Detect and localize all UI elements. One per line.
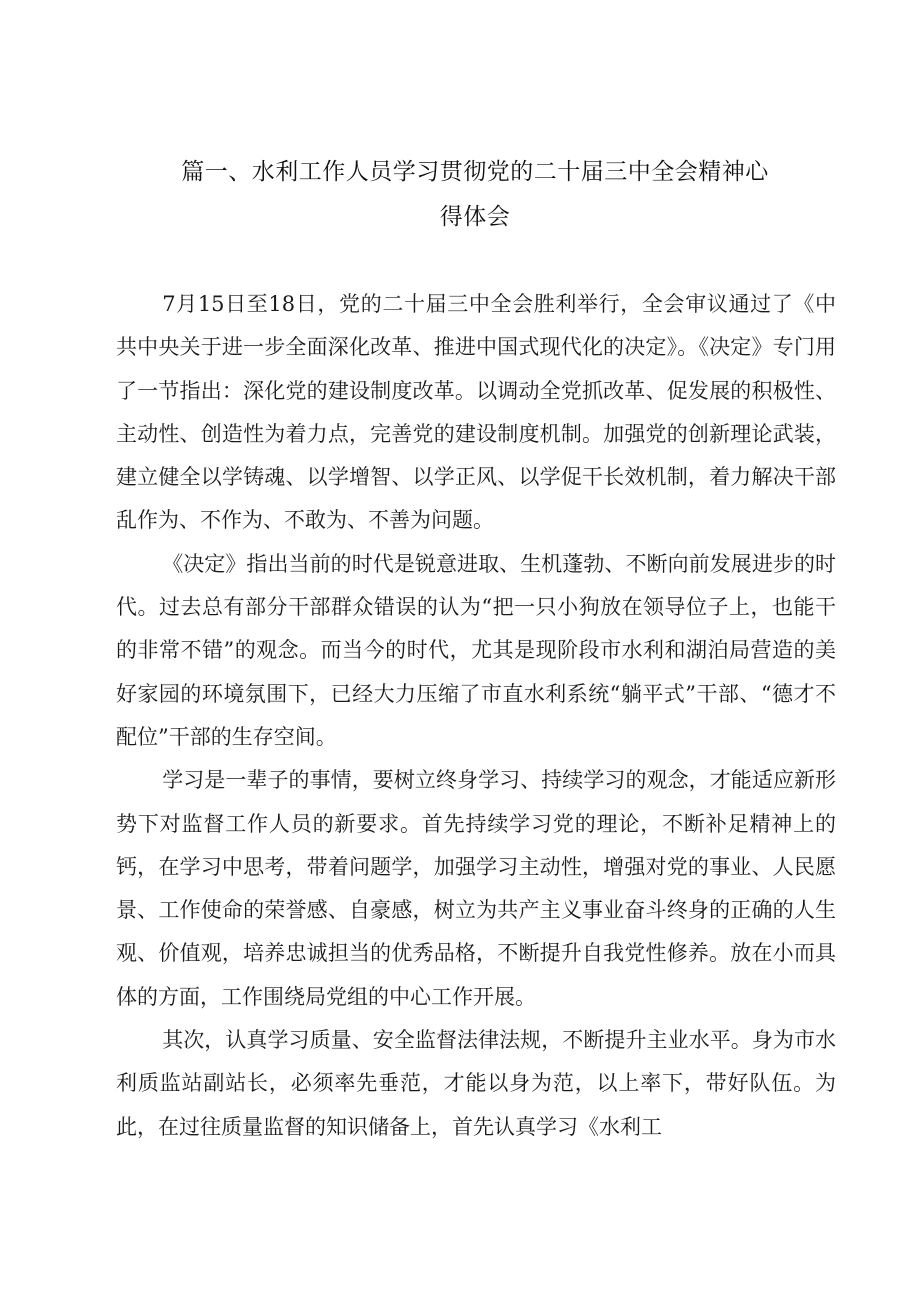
title-line-1: 篇一、水利工作人员学习贯彻党的二十届三中全会精神心 — [181, 159, 769, 185]
paragraph-2: 《决定》指出当前的时代是锐意进取、生机蓬勃、不断向前发展进步的时代。过去总有部分干部群众错误的认为“把一只小狗放在领导位子上，也能干的非常不错”的观念。而当今的时代，尤其是现阶段市水利和湖泊局营造的美好家园的环境氛围下，已经大力压缩了市直水利系统“躺平式”干部、“德才不配位”干部的生存空间。 — [116, 551, 836, 749]
paragraph-4: 其次，认真学习质量、安全监督法律法规，不断提升主业水平。身为市水利质监站副站长，必须率先垂范，才能以身为范，以上率下，带好队伍。为此，在过往质量监督的知识储备上，首先认真学习《水利工 — [116, 1028, 836, 1139]
title-line-2: 得体会 — [439, 204, 511, 230]
paragraph-1: 7月15日至18日，党的二十届三中全会胜利举行，全会审议通过了《中共中央关于进一步全面深化改革、推进中国式现代化的决定》。《决定》专门用了一节指出：深化党的建设制度改革。以调动全党抓改革、促发展的积极性、主动性、创造性为着力点，完善党的建设制度机制。加强党的创新理论武装，建立健全以学铸魂、以学增智、以学正风、以学促干长效机制，着力解决干部乱作为、不作为、不敢为、不善为问题。 — [116, 292, 836, 533]
document-body — [116, 283, 836, 1149]
paragraph-3: 学习是一辈子的事情，要树立终身学习、持续学习的观念，才能适应新形势下对监督工作人员的新要求。首先持续学习党的理论，不断补足精神上的钙，在学习中思考，带着问题学，加强学习主动性，增强对党的事业、人民愿景、工作使命的荣誉感、自豪感，树立为共产主义事业奋斗终身的正确的人生观、价值观，培养忠诚担当的优秀品格，不断提升自我党性修养。放在小而具体的方面，工作围绕局党组的中心工作开展。 — [116, 768, 836, 1009]
document-title — [118, 150, 832, 240]
